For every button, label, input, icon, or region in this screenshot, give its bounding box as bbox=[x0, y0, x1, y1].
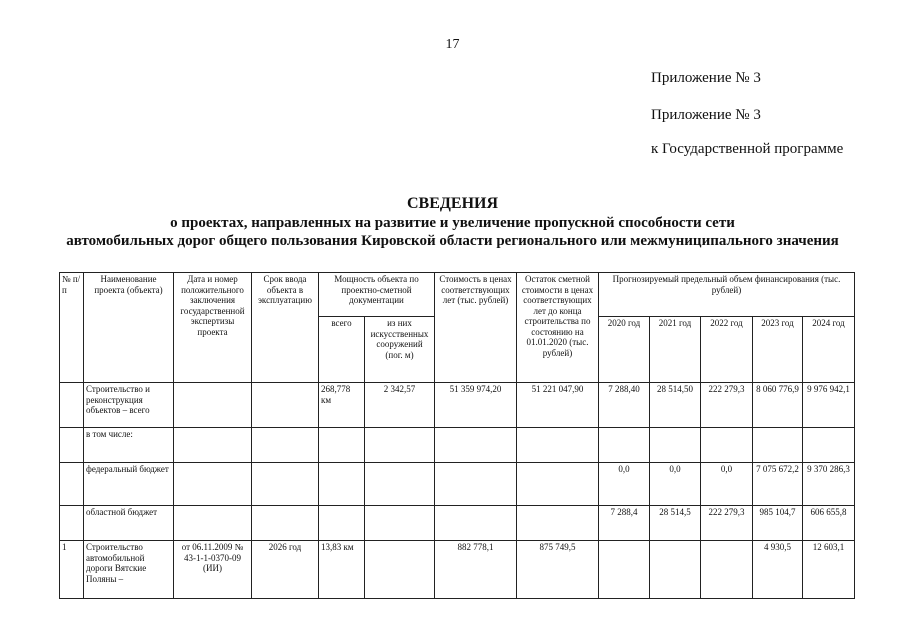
cell-2022: 222 279,3 bbox=[701, 506, 753, 541]
cell-term bbox=[252, 506, 319, 541]
cell-2020 bbox=[599, 541, 650, 599]
cell-cap-total bbox=[319, 506, 365, 541]
title-line-1: о проектах, направленных на развитие и увеличение пропускной способности сети bbox=[170, 215, 735, 231]
cell-2024: 9 976 942,1 bbox=[803, 383, 855, 428]
header-date: Дата и номер положительного заключения государственной экспертизы проекта bbox=[174, 273, 252, 383]
cell-date bbox=[174, 463, 252, 506]
cell-term bbox=[252, 383, 319, 428]
cell-2024: 9 370 286,3 bbox=[803, 463, 855, 506]
table-row bbox=[60, 428, 855, 463]
cell-2023: 985 104,7 bbox=[753, 506, 803, 541]
header-year-2023: 2023 год bbox=[753, 317, 803, 383]
cell-rest bbox=[517, 428, 599, 463]
cell-cap-art bbox=[365, 506, 435, 541]
cell-rest bbox=[517, 506, 599, 541]
cell-cap-total bbox=[319, 463, 365, 506]
page-number: 17 bbox=[445, 37, 460, 52]
cell-cost bbox=[435, 506, 517, 541]
cell-2023: 4 930,5 bbox=[753, 541, 803, 599]
cell-term bbox=[252, 463, 319, 506]
header-cost: Стоимость в ценах соответствующих лет (тыс. рублей) bbox=[435, 273, 517, 383]
cell-num: 1 bbox=[60, 541, 84, 599]
table-row bbox=[60, 541, 855, 599]
cell-date bbox=[174, 428, 252, 463]
cell-2021: 28 514,5 bbox=[650, 506, 701, 541]
cell-2022 bbox=[701, 541, 753, 599]
header-name: Наименование проекта (объекта) bbox=[84, 273, 174, 383]
header-forecast: Прогнозируемый предельный объем финансирования (тыс. рублей) bbox=[599, 273, 855, 317]
cell-term bbox=[252, 428, 319, 463]
header-capacity-total: всего bbox=[319, 317, 365, 383]
cell-cost: 51 359 974,20 bbox=[435, 383, 517, 428]
cell-2024 bbox=[803, 428, 855, 463]
projects-table bbox=[59, 272, 855, 599]
cell-num bbox=[60, 428, 84, 463]
cell-2022: 0,0 bbox=[701, 463, 753, 506]
cell-name: федеральный бюджет bbox=[84, 463, 174, 506]
cell-cost bbox=[435, 463, 517, 506]
table-row bbox=[60, 463, 855, 506]
cell-cap-total bbox=[319, 428, 365, 463]
cell-2023: 7 075 672,2 bbox=[753, 463, 803, 506]
cell-date bbox=[174, 506, 252, 541]
appendix-line-1: Приложение № 3 bbox=[651, 70, 761, 86]
cell-num bbox=[60, 383, 84, 428]
cell-cap-total: 268,778 км bbox=[319, 383, 365, 428]
cell-2021: 28 514,50 bbox=[650, 383, 701, 428]
title-main: СВЕДЕНИЯ bbox=[406, 195, 499, 212]
cell-term: 2026 год bbox=[252, 541, 319, 599]
cell-name: в том числе: bbox=[84, 428, 174, 463]
cell-rest: 51 221 047,90 bbox=[517, 383, 599, 428]
cell-name: областной бюджет bbox=[84, 506, 174, 541]
cell-2020: 7 288,4 bbox=[599, 506, 650, 541]
cell-2023: 8 060 776,9 bbox=[753, 383, 803, 428]
header-year-2020: 2020 год bbox=[599, 317, 650, 383]
cell-rest: 875 749,5 bbox=[517, 541, 599, 599]
header-year-2024: 2024 год bbox=[803, 317, 855, 383]
cell-rest bbox=[517, 463, 599, 506]
cell-cost bbox=[435, 428, 517, 463]
cell-2021: 0,0 bbox=[650, 463, 701, 506]
cell-date: от 06.11.2009 № 43-1-1-0370-09 (ИИ) bbox=[174, 541, 252, 599]
cell-date bbox=[174, 383, 252, 428]
cell-2022 bbox=[701, 428, 753, 463]
table-row bbox=[60, 506, 855, 541]
header-num: № п/п bbox=[60, 273, 84, 383]
header-capacity: Мощность объекта по проектно-сметной документации bbox=[319, 273, 435, 317]
cell-cap-total: 13,83 км bbox=[319, 541, 365, 599]
header-year-2021: 2021 год bbox=[650, 317, 701, 383]
cell-2023 bbox=[753, 428, 803, 463]
cell-2020: 7 288,40 bbox=[599, 383, 650, 428]
cell-cost: 882 778,1 bbox=[435, 541, 517, 599]
document-title bbox=[0, 194, 905, 250]
appendix-line-2: Приложение № 3 bbox=[651, 107, 761, 123]
cell-2024: 606 655,8 bbox=[803, 506, 855, 541]
cell-cap-art bbox=[365, 428, 435, 463]
cell-2021 bbox=[650, 541, 701, 599]
header-capacity-artificial: из них искусственных сооружений (пог. м) bbox=[365, 317, 435, 383]
cell-num bbox=[60, 463, 84, 506]
cell-name: Строительство и реконструкция объектов – всего bbox=[84, 383, 174, 428]
title-line-2: автомобильных дорог общего пользования Кировской области регионального или межмуниципального значения bbox=[66, 233, 839, 249]
cell-2020 bbox=[599, 428, 650, 463]
table-row bbox=[60, 383, 855, 428]
cell-2021 bbox=[650, 428, 701, 463]
cell-cap-art bbox=[365, 463, 435, 506]
header-rest: Остаток сметной стоимости в ценах соответствующих лет до конца строительства по состоянию на 01.01.2020 (тыс. рублей) bbox=[517, 273, 599, 383]
cell-2022: 222 279,3 bbox=[701, 383, 753, 428]
cell-num bbox=[60, 506, 84, 541]
header-year-2022: 2022 год bbox=[701, 317, 753, 383]
header-term: Срок ввода объекта в эксплуатацию bbox=[252, 273, 319, 383]
cell-2020: 0,0 bbox=[599, 463, 650, 506]
cell-2024: 12 603,1 bbox=[803, 541, 855, 599]
cell-cap-art: 2 342,57 bbox=[365, 383, 435, 428]
appendix-line-3: к Государственной программе bbox=[651, 141, 844, 157]
cell-name: Строительство автомобильной дороги Вятские Поляны – bbox=[84, 541, 174, 599]
cell-cap-art bbox=[365, 541, 435, 599]
